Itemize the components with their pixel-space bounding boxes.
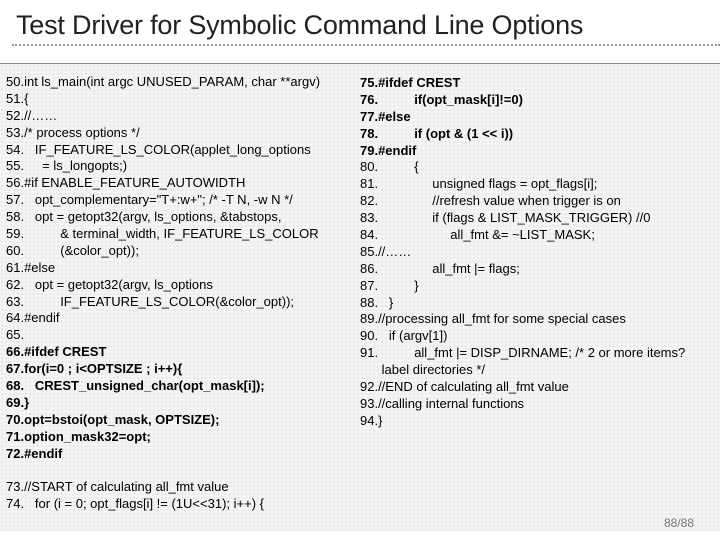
- code-line: 73.//START of calculating all_fmt value: [6, 479, 229, 494]
- code-line: 62. opt = getopt32(argv, ls_options: [6, 276, 213, 292]
- code-line: 83. if (flags & LIST_MASK_TRIGGER) //0: [360, 210, 651, 226]
- code-column-right: [360, 75, 685, 430]
- code-line: 92.//END of calculating all_fmt value: [360, 379, 569, 395]
- code-line: 51.{: [6, 90, 29, 106]
- code-line: 54. IF_FEATURE_LS_COLOR(applet_long_options: [6, 141, 311, 157]
- code-line: 60. (&color_opt));: [6, 242, 139, 258]
- code-line: 86. all_fmt |= flags;: [360, 260, 520, 276]
- code-line: 72.#endif: [6, 445, 63, 461]
- code-line: 75.#ifdef CREST: [360, 75, 461, 90]
- code-line: 68. CREST_unsigned_char(opt_mask[i]);: [6, 378, 265, 394]
- page-number: 88/88: [664, 516, 695, 530]
- code-line: 85.//……: [360, 243, 412, 259]
- code-line: 61.#else: [6, 259, 56, 275]
- code-line: 77.#else: [360, 108, 411, 124]
- slide-title: Test Driver for Symbolic Command Line Options: [16, 10, 584, 40]
- code-line: 84. all_fmt &= ~LIST_MASK;: [360, 227, 595, 243]
- code-line: 91. all_fmt |= DISP_DIRNAME; /* 2 or more items?: [360, 345, 686, 361]
- code-line: 76. if(opt_mask[i]!=0): [360, 91, 523, 107]
- code-line: 65.: [6, 327, 25, 343]
- code-line: 93.//calling internal functions: [360, 395, 525, 411]
- code-line: 81. unsigned flags = opt_flags[i];: [360, 176, 598, 192]
- code-line: 55. = ls_longopts;): [6, 158, 128, 174]
- code-line: 80. {: [360, 159, 419, 175]
- code-line: 74. for (i = 0; opt_flags[i] != (1U<<31); i++) {: [6, 495, 264, 511]
- code-line: 64.#endif: [6, 310, 60, 326]
- code-line: 50.int ls_main(int argc UNUSED_PARAM, char **argv): [6, 74, 321, 89]
- code-line: 53./* process options */: [6, 124, 140, 140]
- code-column-bottom: [6, 479, 264, 513]
- code-line: 66.#ifdef CREST: [6, 344, 107, 360]
- code-line: 59. & terminal_width, IF_FEATURE_LS_COLOR: [6, 226, 319, 242]
- code-line: 69.}: [6, 394, 30, 410]
- code-line: 63. IF_FEATURE_LS_COLOR(&color_opt));: [6, 293, 295, 309]
- code-line: label directories */: [360, 362, 485, 378]
- code-line: 70.opt=bstoi(opt_mask, OPTSIZE);: [6, 411, 220, 427]
- title-underline: [12, 44, 720, 46]
- code-line: 87. }: [360, 277, 419, 293]
- code-line: 56.#if ENABLE_FEATURE_AUTOWIDTH: [6, 175, 246, 191]
- code-line: 57. opt_complementary="T+:w+"; /* -T N, -w N */: [6, 192, 293, 208]
- code-line: 88. }: [360, 294, 394, 310]
- code-line: 89.//processing all_fmt for some special cases: [360, 311, 626, 327]
- code-line: 71.option_mask32=opt;: [6, 428, 151, 444]
- code-line: 90. if (argv[1]): [360, 328, 448, 344]
- code-column-left: [6, 74, 320, 462]
- code-line: 79.#endif: [360, 142, 417, 158]
- code-line: 67.for(i=0 ; i<OPTSIZE ; i++){: [6, 361, 183, 377]
- code-line: 52.//……: [6, 107, 58, 123]
- code-line: 82. //refresh value when trigger is on: [360, 193, 621, 209]
- code-line: 58. opt = getopt32(argv, ls_options, &tabstops,: [6, 209, 282, 225]
- code-line: 78. if (opt & (1 << i)): [360, 125, 514, 141]
- code-line: 94.}: [360, 412, 383, 428]
